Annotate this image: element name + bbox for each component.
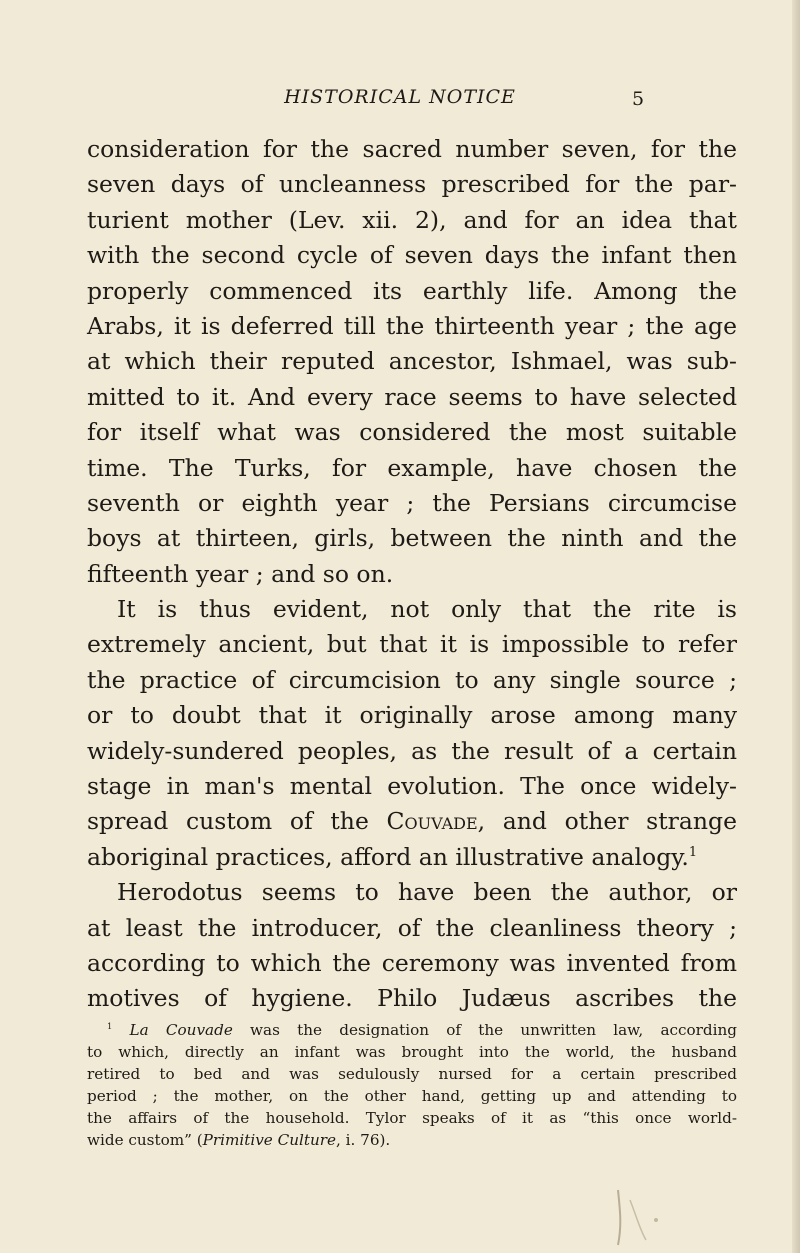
paragraph-first-line: Herodotus seems to have been the author, or [117, 878, 737, 907]
running-head [0, 86, 800, 116]
text-line: time. The Turks, for example, have chosen the [87, 453, 737, 482]
text-segment: , and other strange [477, 807, 737, 836]
footnote-text: was the designation of the unwritten law, according [232, 1021, 737, 1039]
text-line: according to which the ceremony was invented from [87, 948, 737, 977]
text-line: the practice of circumcision to any single source ; [87, 665, 737, 694]
book-title: Primitive Culture [202, 1131, 336, 1149]
text-line: fifteenth year ; and so on. [87, 559, 394, 588]
text-line: properly commenced its earthly life. Among the [87, 276, 737, 305]
text-line: extremely ancient, but that it is impossible to refer [87, 630, 737, 659]
paper-blemish [618, 1190, 620, 1245]
text-line: with the second cycle of seven days the infant then [87, 241, 737, 270]
text-line [87, 840, 737, 875]
text-line: at least the introducer, of the cleanliness theory ; [87, 913, 737, 942]
footnote-text: wide custom” ( [87, 1131, 203, 1149]
text-line: widely-sundered peoples, as the result of a certain [87, 736, 737, 765]
footnote-line: retired to bed and was sedulously nursed for a certain prescribed [87, 1065, 737, 1083]
text-line [87, 804, 737, 839]
paper-blemish [630, 1200, 646, 1240]
footnote-term: La Couvade [129, 1021, 233, 1039]
paper-blemish [654, 1218, 658, 1222]
page-edge [792, 0, 800, 1253]
text-line: turient mother (Lev. xii. 2), and for an idea that [87, 205, 737, 234]
footnote-line: period ; the mother, on the other hand, getting up and attending to [87, 1087, 737, 1105]
text-segment: spread custom of the [87, 807, 387, 836]
page-number: 5 [632, 88, 645, 110]
running-title: HISTORICAL NOTICE [284, 86, 516, 108]
footnote-text: , i. 76). [336, 1131, 391, 1149]
footnote-line [87, 1019, 737, 1041]
footnote-line: the affairs of the household. Tylor speaks of it as “this once world- [87, 1109, 737, 1127]
text-line: seven days of uncleanness prescribed for the par- [87, 170, 737, 199]
text-line: consideration for the sacred number seven, for the [87, 135, 737, 163]
text-segment: aboriginal practices, afford an illustrative analogy. [87, 842, 689, 871]
text-line: or to doubt that it originally arose among many [87, 701, 737, 730]
footnote-line: to which, directly an infant was brought into the world, the husband [87, 1043, 737, 1061]
couvade-term: Couvade [386, 807, 478, 836]
text-line: seventh or eighth year ; the Persians circumcise [87, 488, 737, 517]
text-line: at which their reputed ancestor, Ishmael, was sub- [87, 347, 737, 376]
paper-specks [588, 1170, 708, 1250]
text-line: mitted to it. And every race seems to have selected [87, 382, 737, 411]
text-line: for itself what was considered the most suitable [87, 418, 737, 447]
footnote-line [87, 1129, 737, 1151]
paragraph-first-line: It is thus evident, not only that the rite is [117, 595, 737, 624]
footnote-marker: 1 [107, 1020, 113, 1031]
footnote-reference: 1 [688, 844, 698, 860]
text-line: Arabs, it is deferred till the thirteenth year ; the age [87, 311, 737, 340]
body-text [87, 132, 737, 1017]
text-line: stage in man's mental evolution. The once widely- [87, 772, 737, 801]
text-line: boys at thirteen, girls, between the ninth and the [87, 524, 737, 553]
footnote [87, 1019, 737, 1151]
text-line: motives of hygiene. Philo Judæus ascribes the [87, 984, 737, 1013]
